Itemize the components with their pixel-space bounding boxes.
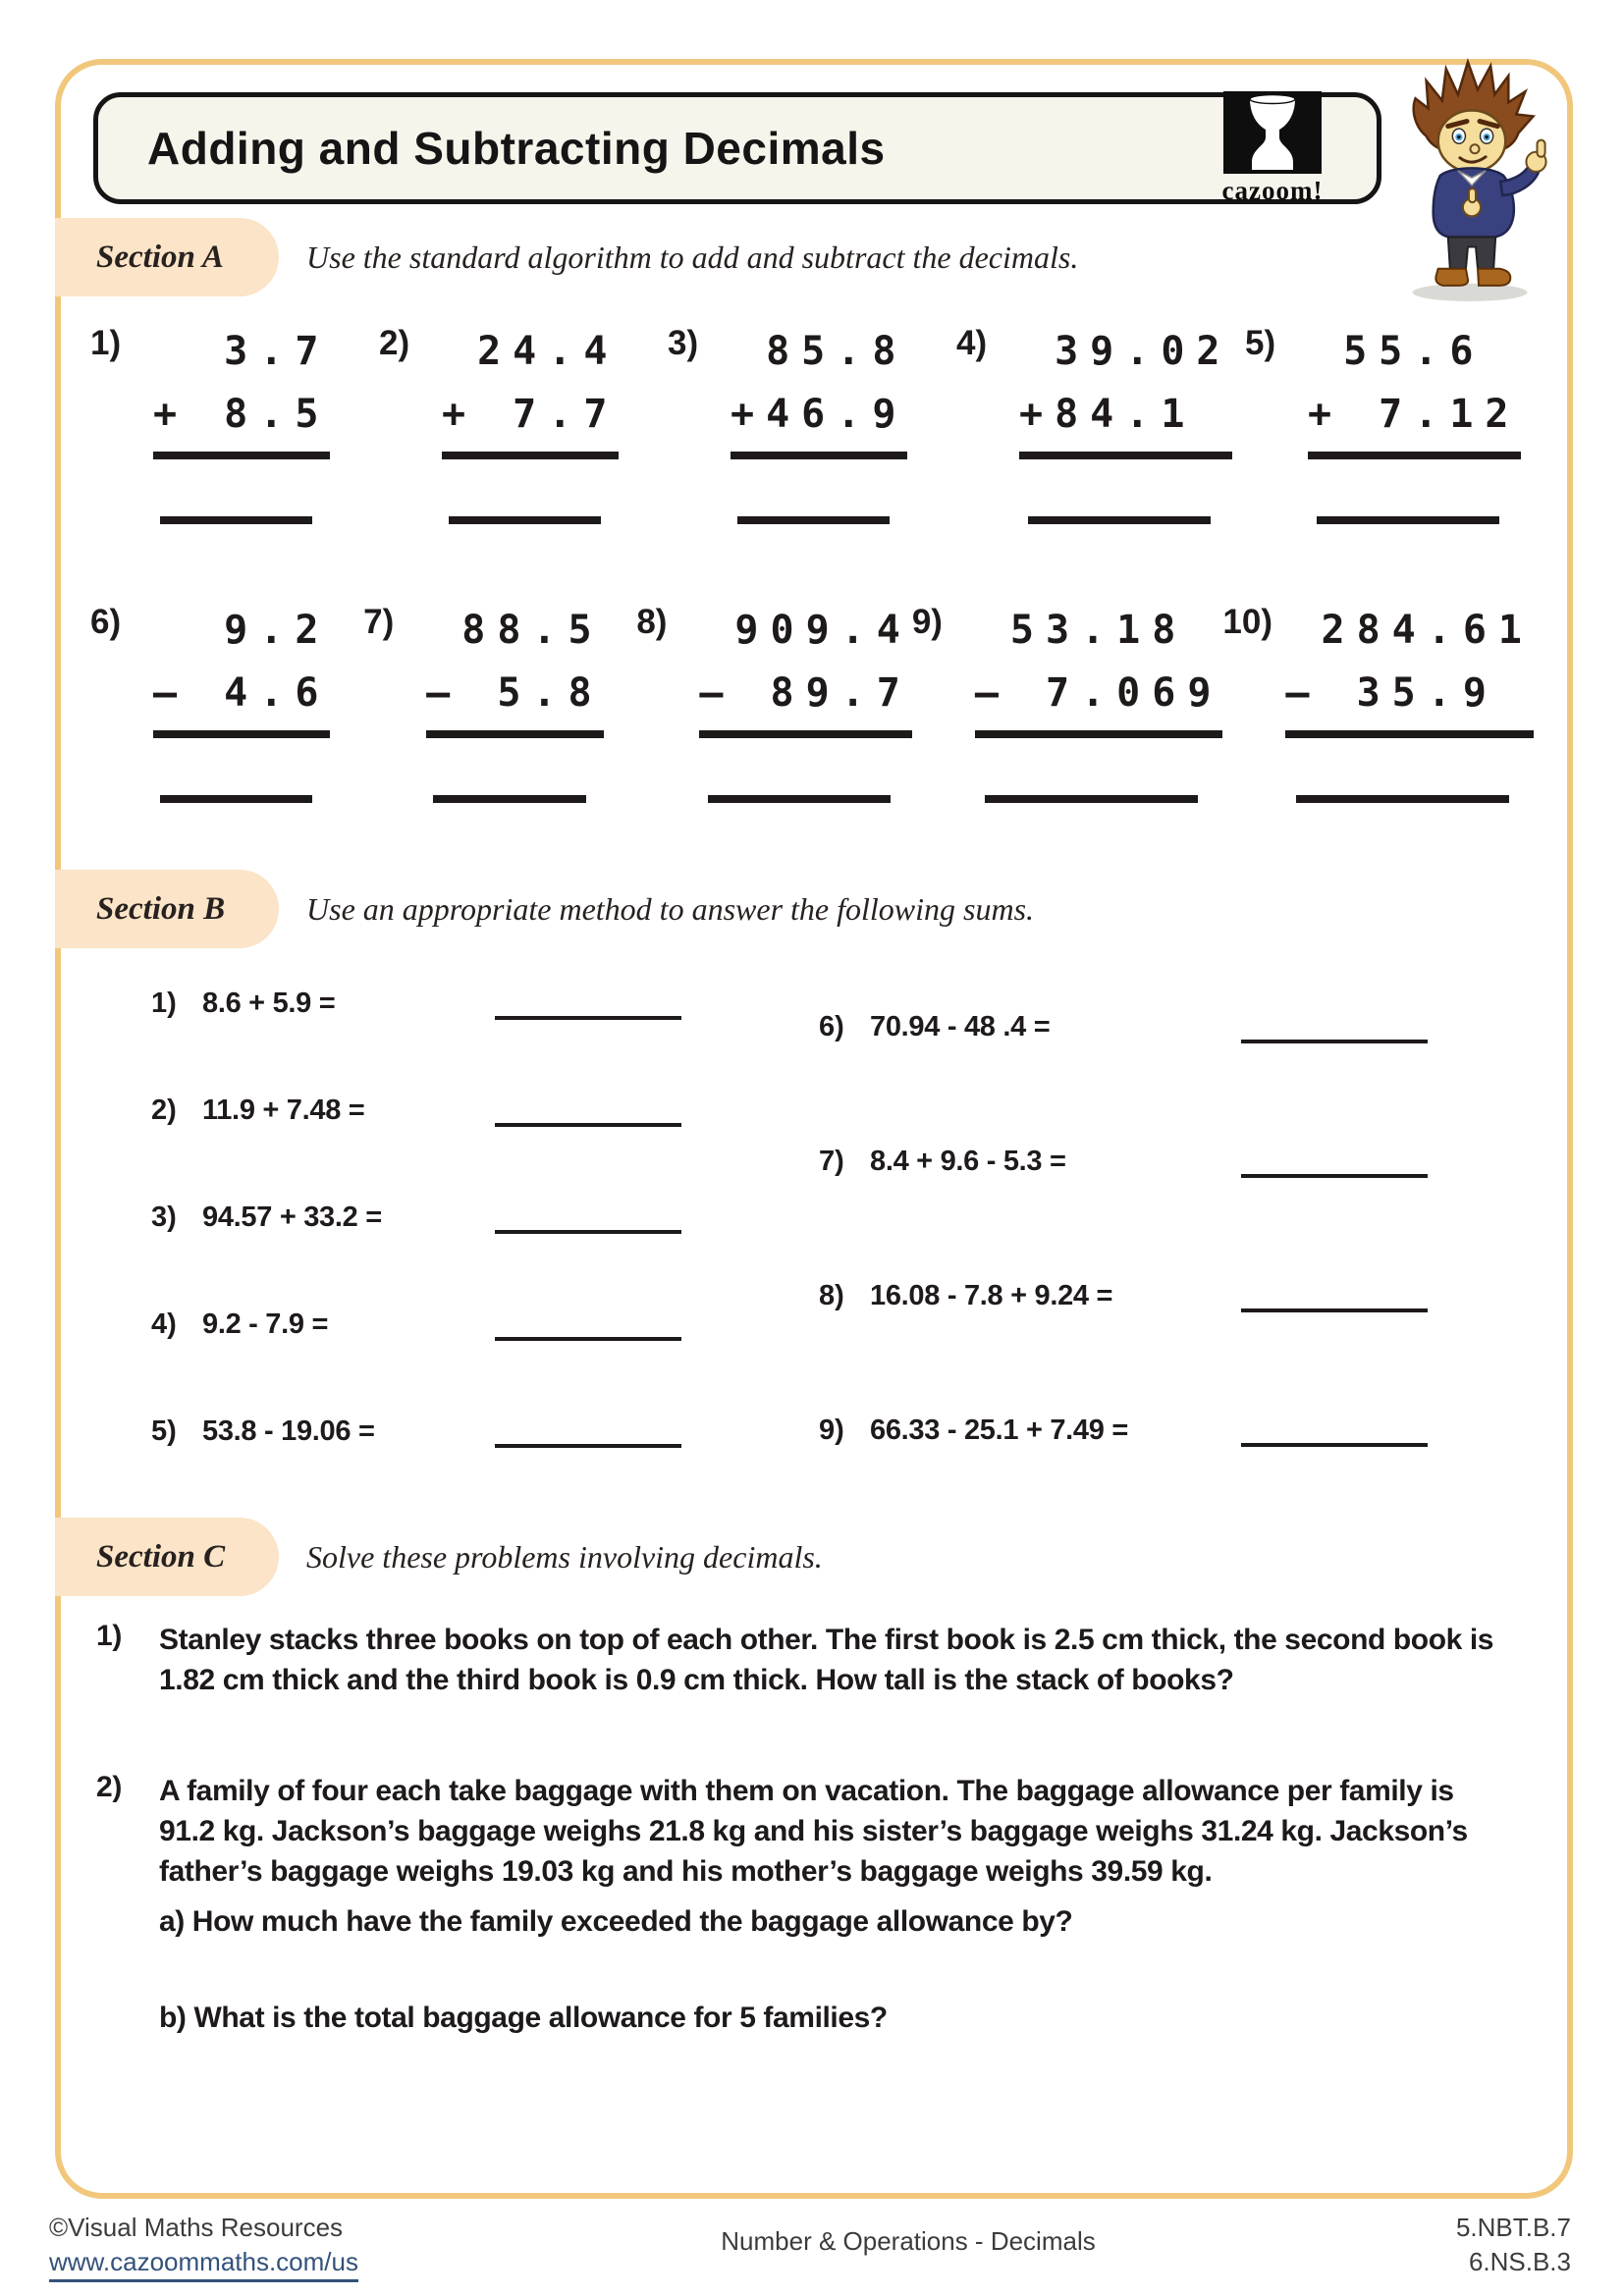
sum-rule (426, 730, 603, 738)
top-operand: 284.61 (1321, 608, 1534, 653)
answer-line (495, 1230, 681, 1234)
problem-number: 9) (819, 1415, 844, 1446)
sum-rule (1308, 452, 1521, 459)
bottom-operand: + 7.12 (1308, 392, 1521, 437)
sum-problem-2 (151, 1095, 681, 1127)
column-problem-7 (363, 599, 636, 803)
sum-problem-7 (819, 1146, 1428, 1178)
sum-rule (1285, 730, 1534, 738)
section-b-header (55, 870, 1034, 948)
word-problem-1 (96, 1620, 1510, 1700)
section-a-instruction: Use the standard algorithm to add and subtract the decimals. (306, 239, 1079, 275)
answer-line (449, 516, 601, 524)
section-b-right-column (819, 988, 1428, 1448)
top-operand: 39.02 (1055, 329, 1232, 374)
top-operand: 909.4 (734, 608, 912, 653)
bottom-operand: – 5.8 (426, 670, 604, 716)
sum-problem-4 (151, 1308, 681, 1341)
column-problem-2 (379, 320, 668, 524)
answer-line (708, 795, 891, 803)
problem-number: 2) (151, 1095, 177, 1126)
top-operand: 55.6 (1343, 329, 1521, 374)
answer-line (1241, 1174, 1428, 1178)
sum-problem-6 (819, 1011, 1428, 1043)
problem-number: 3) (151, 1201, 177, 1233)
answer-line (1241, 1308, 1428, 1312)
problem-number: 2) (96, 1771, 123, 1804)
bottom-operand: – 7.069 (974, 670, 1223, 716)
top-operand: 88.5 (461, 608, 604, 653)
section-c-problems (96, 1620, 1510, 2109)
answer-line (433, 795, 585, 803)
page-footer (49, 2211, 1571, 2282)
column-problem-6 (90, 599, 363, 803)
answer-line (1028, 516, 1211, 524)
problem-number: 1) (96, 1620, 123, 1652)
top-operand: 85.8 (766, 329, 908, 374)
section-c-label: Section C (55, 1518, 279, 1596)
answer-line (1296, 795, 1509, 803)
answer-line (1241, 1040, 1428, 1043)
section-b-left-column (151, 988, 681, 1448)
standard-code-1: 5.NBT.B.7 (1455, 2213, 1571, 2242)
sum-problem-5 (151, 1415, 681, 1448)
cazoom-logo (1210, 91, 1335, 206)
section-a-row-2 (90, 599, 1534, 803)
problem-number: 6) (90, 603, 122, 641)
expression: 8.6 + 5.9 = (202, 988, 336, 1019)
sum-problem-8 (819, 1280, 1428, 1312)
mascot-boy-illustration (1386, 57, 1559, 304)
problem-number: 9) (911, 603, 943, 641)
bottom-operand: +46.9 (731, 392, 908, 437)
problem-number: 7) (363, 603, 395, 641)
copyright-text: ©Visual Maths Resources (49, 2213, 344, 2242)
sum-rule (153, 730, 330, 738)
section-b-label: Section B (55, 870, 279, 948)
column-problem-5 (1245, 320, 1534, 524)
bottom-operand: + 8.5 (153, 392, 331, 437)
answer-line (495, 1123, 681, 1127)
section-a-header (55, 218, 1078, 296)
answer-line (160, 795, 312, 803)
expression: 16.08 - 7.8 + 9.24 = (870, 1280, 1113, 1311)
problem-part-a: a) How much have the family exceeded the baggage allowance by? (159, 1905, 1073, 1939)
expression: 53.8 - 19.06 = (202, 1415, 375, 1447)
expression: 70.94 - 48 .4 = (870, 1011, 1051, 1042)
column-problem-4 (956, 320, 1245, 524)
problem-number: 8) (636, 603, 668, 641)
top-operand: 53.18 (1009, 608, 1223, 653)
expression: 66.33 - 25.1 + 7.49 = (870, 1415, 1128, 1446)
top-operand: 3.7 (224, 329, 331, 374)
column-problem-3 (668, 320, 956, 524)
answer-line (495, 1337, 681, 1341)
bottom-operand: – 35.9 (1285, 670, 1534, 716)
problem-number: 7) (819, 1146, 844, 1177)
sum-rule (975, 730, 1223, 738)
problem-number: 3) (668, 324, 699, 362)
problem-text: Stanley stacks three books on top of each other. The first book is 2.5 cm thick, the second book is 1.82 cm thick and the third book is 0.9 cm thick. How tall is the stack of books? (159, 1624, 1494, 1697)
answer-line (160, 516, 312, 524)
word-problem-2 (96, 1771, 1510, 2037)
section-b-problems (55, 988, 1428, 1448)
expression: 9.2 - 7.9 = (202, 1308, 329, 1340)
problem-number: 8) (819, 1280, 844, 1311)
expression: 11.9 + 7.48 = (202, 1095, 365, 1126)
page-title: Adding and Subtracting Decimals (147, 123, 886, 174)
sum-rule (442, 452, 619, 459)
bottom-operand: +84.1 (1019, 392, 1232, 437)
section-a-row-1 (90, 320, 1534, 524)
problem-number: 10) (1222, 603, 1273, 641)
standard-code-2: 6.NS.B.3 (1468, 2247, 1571, 2277)
sum-rule (731, 452, 907, 459)
bottom-operand: – 89.7 (699, 670, 912, 716)
problem-number: 5) (1245, 324, 1276, 362)
column-problem-10 (1222, 599, 1534, 803)
section-c-header (55, 1518, 823, 1596)
column-problem-1 (90, 320, 379, 524)
section-b-instruction: Use an appropriate method to answer the following sums. (306, 890, 1035, 927)
sum-rule (153, 452, 330, 459)
problem-number: 6) (819, 1011, 844, 1042)
answer-line (1241, 1443, 1428, 1447)
sum-rule (1019, 452, 1232, 459)
answer-line (495, 1016, 681, 1020)
title-box (93, 92, 1381, 204)
problem-text: A family of four each take baggage with them on vacation. The baggage allowance per family is 91.2 kg. Jackson’s baggage weighs 21.8 kg and his sister’s baggage weighs 31.24 kg. Jackson’s father’s baggage weighs 19.03 kg and his mother’s baggage weighs 39.59 kg. (159, 1775, 1468, 1889)
answer-line (737, 516, 890, 524)
top-operand: 9.2 (224, 608, 331, 653)
problem-number: 1) (90, 324, 122, 362)
column-problem-9 (912, 599, 1223, 803)
sum-problem-3 (151, 1201, 681, 1234)
sum-problem-9 (819, 1415, 1428, 1447)
footer-topic: Number & Operations - Decimals (721, 2226, 1096, 2256)
answer-line (985, 795, 1198, 803)
problem-number: 4) (151, 1308, 177, 1340)
website-link[interactable]: www.cazoommaths.com/us (49, 2245, 358, 2282)
logo-wordmark: cazoom! (1221, 175, 1324, 205)
expression: 94.57 + 33.2 = (202, 1201, 382, 1233)
bottom-operand: + 7.7 (442, 392, 620, 437)
problem-number: 5) (151, 1415, 177, 1447)
sum-problem-1 (151, 988, 681, 1020)
problem-number: 2) (379, 324, 410, 362)
section-a-label: Section A (55, 218, 279, 296)
djembe-drum-icon (1223, 91, 1322, 174)
problem-number: 1) (151, 988, 177, 1019)
section-c-instruction: Solve these problems involving decimals. (306, 1538, 823, 1575)
answer-line (1317, 516, 1499, 524)
problem-number: 4) (956, 324, 988, 362)
problem-part-b: b) What is the total baggage allowance for 5 families? (159, 2001, 888, 2034)
expression: 8.4 + 9.6 - 5.3 = (870, 1146, 1066, 1177)
sum-rule (699, 730, 912, 738)
answer-line (495, 1444, 681, 1448)
column-problem-8 (636, 599, 912, 803)
top-operand: 24.4 (477, 329, 620, 374)
bottom-operand: – 4.6 (153, 670, 331, 716)
